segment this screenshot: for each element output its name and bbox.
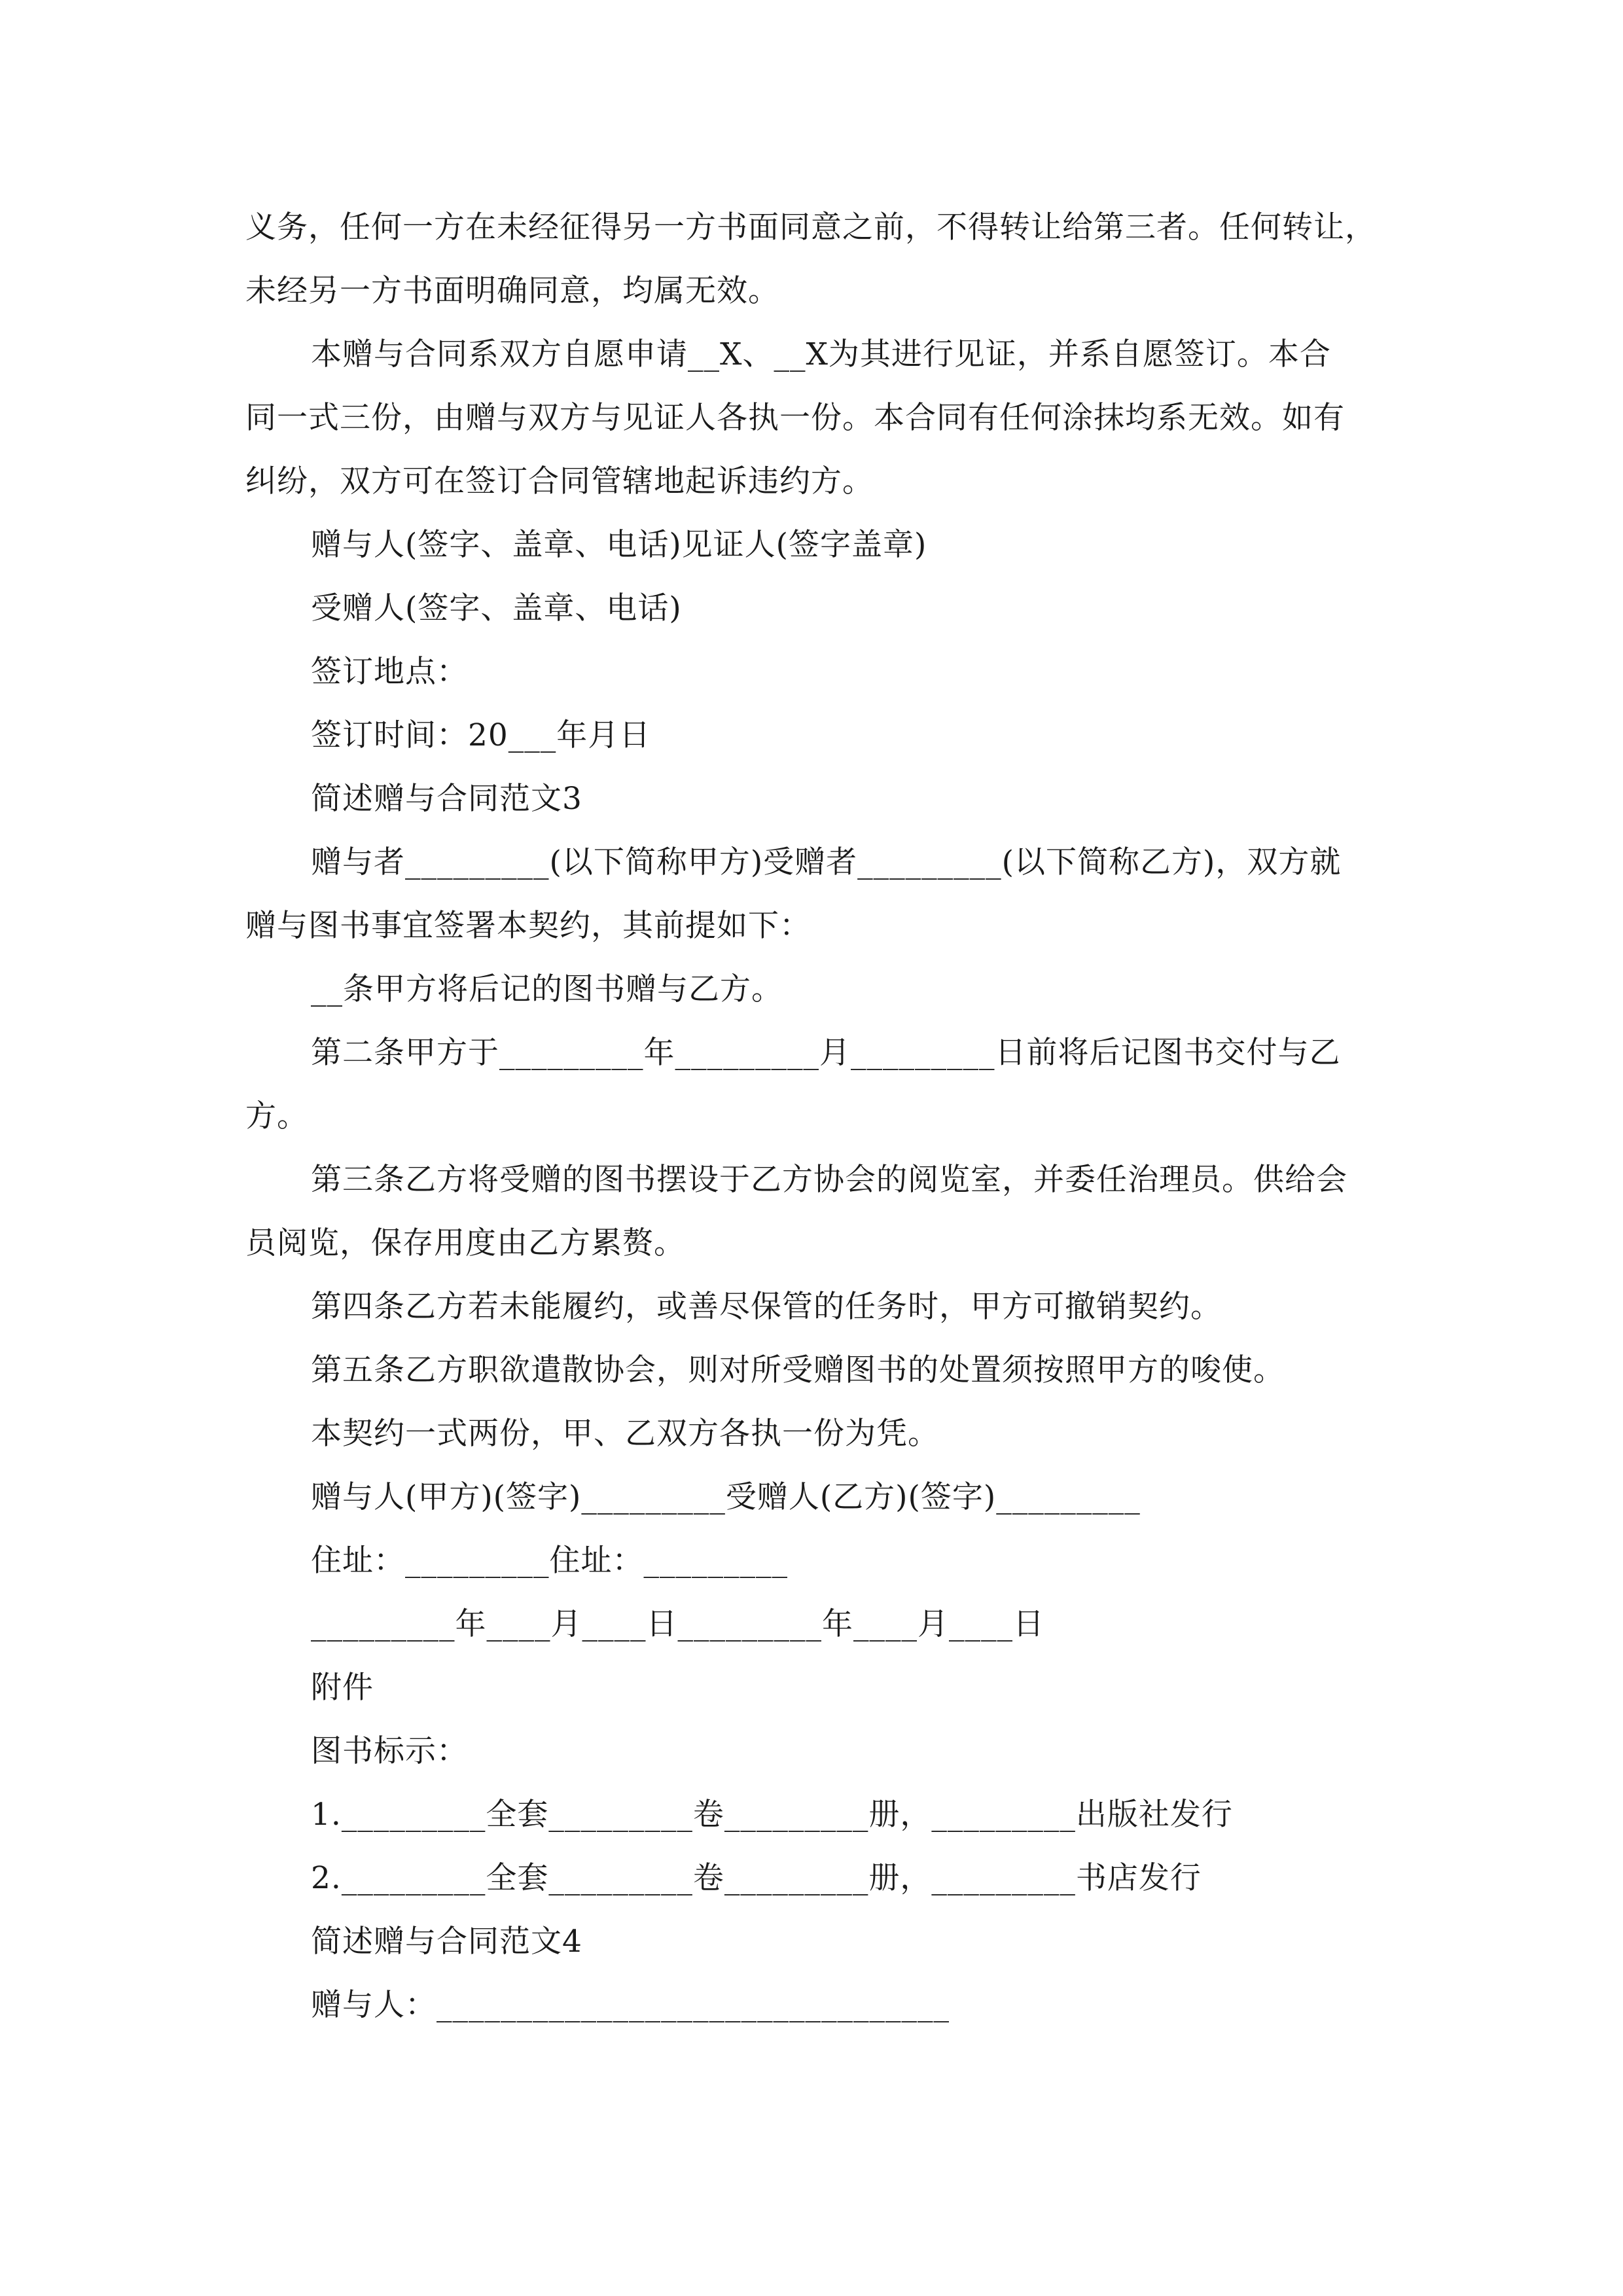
paragraph-line: __条甲方将后记的图书赠与乙方。	[311, 971, 783, 1007]
paragraph-line: 第四条乙方若未能履约，或善尽保管的任务时，甲方可撤销契约。	[311, 1289, 1222, 1325]
paragraph-line: 受赠人(签字、盖章、电话)	[311, 590, 682, 626]
paragraph-line: 签订时间：20___年月日	[311, 717, 651, 753]
paragraph-line: 赠与者_________(以下简称甲方)受赠者_________(以下简称乙方)，双方就	[311, 844, 1342, 880]
section-heading: 简述赠与合同范文4	[311, 1924, 582, 1960]
section-heading: 附件	[311, 1670, 374, 1706]
paragraph-line: 签订地点：	[311, 654, 468, 690]
paragraph-line: 第三条乙方将受赠的图书摆设于乙方协会的阅览室，并委任治理员。供给会	[311, 1162, 1347, 1198]
paragraph-line: 赠与图书事宜签署本契约，其前提如下：	[245, 908, 811, 944]
list-item: 2._________全套_________卷_________册，_________书店发行	[311, 1860, 1202, 1896]
signature-line: 赠与人(甲方)(签字)_________受赠人(乙方)(签字)_________	[311, 1479, 1141, 1515]
paragraph-line: 第二条甲方于_________年_________月_________日前将后记图书交付与乙	[311, 1035, 1341, 1071]
paragraph-line: 纠纷，双方可在签订合同管辖地起诉违约方。	[245, 463, 874, 499]
paragraph-line: 同一式三份，由赠与双方与见证人各执一份。本合同有任何涂抹均系无效。如有	[245, 400, 1345, 436]
paragraph-line: 第五条乙方职欲遣散协会，则对所受赠图书的处置须按照甲方的唆使。	[311, 1352, 1285, 1388]
paragraph-line: 方。	[245, 1098, 308, 1134]
paragraph-line: 员阅览，保存用度由乙方累赘。	[245, 1225, 685, 1261]
address-line: 住址：_________住址：_________	[311, 1543, 788, 1579]
paragraph-line: 本契约一式两份，甲、乙双方各执一份为凭。	[311, 1416, 939, 1452]
list-item: 1._________全套_________卷_________册，_________出版社发行	[311, 1797, 1233, 1833]
signature-line: 赠与人：________________________________	[311, 1987, 950, 2023]
paragraph-line: 本赠与合同系双方自愿申请__X、__X为其进行见证，并系自愿签订。本合	[311, 336, 1331, 372]
paragraph-line: 义务，任何一方在未经征得另一方书面同意之前，不得转让给第三者。任何转让，	[245, 209, 1376, 245]
section-heading: 简述赠与合同范文3	[311, 781, 582, 817]
date-line: _________年____月____日_________年____月____日	[311, 1606, 1044, 1642]
paragraph-line: 赠与人(签字、盖章、电话)见证人(签字盖章)	[311, 527, 927, 563]
paragraph-line: 未经另一方书面明确同意，均属无效。	[245, 273, 779, 309]
paragraph-line: 图书标示：	[311, 1733, 468, 1769]
